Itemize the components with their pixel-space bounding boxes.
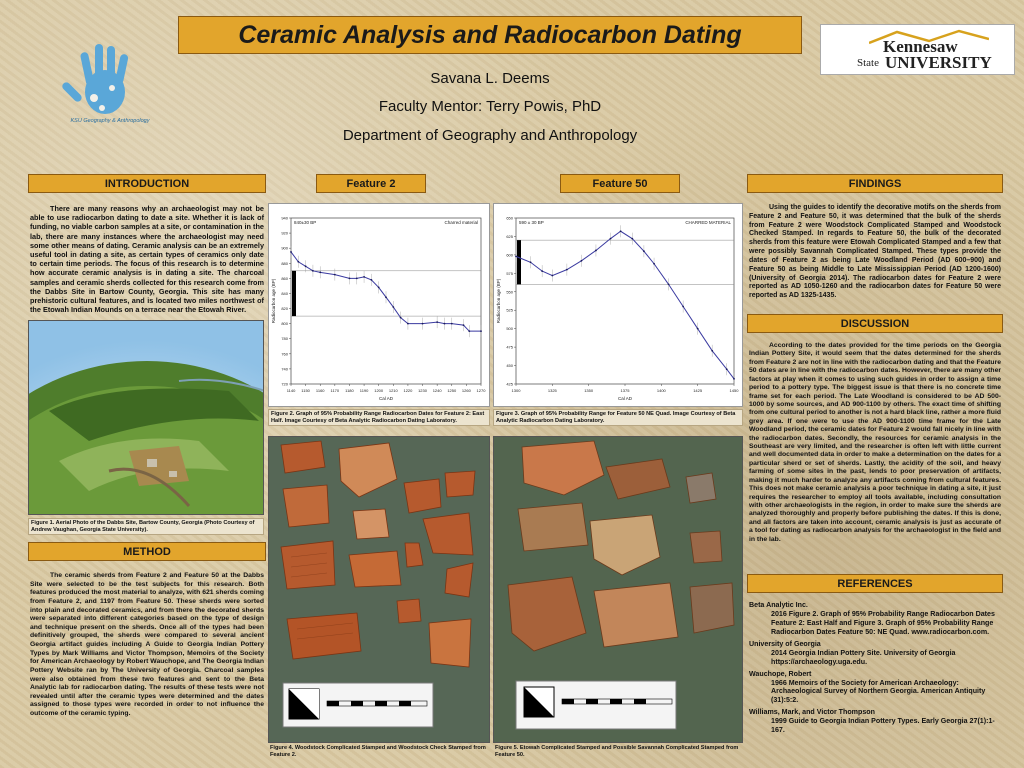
x-tick-label: 1180: [345, 388, 354, 393]
scale-bar-icon: [283, 683, 433, 727]
feature-50-heading: Feature 50: [560, 174, 680, 193]
introduction-paragraph: There are many reasons why an archaeologist may not be able to use radiocarbon dating to date a site. Whether it is lack of funding, no viable carbon samples at a site, or contamination in the lab, there are many instances where the archaeologist may need some other means of dating. Ceramic analysis can be an extremely useful tool in dating a site, as certain types of ceramics only date to certain time periods. The focus of this research is to determine how accurate ceramic analysis is in dating a site. The charcoal samples and ceramic sherds collected for this research come from the Dabbs Site in Bartow County, Georgia. This site has many prehistoric cultural features, and is located two miles northwest of the Etowah Indian Mounds on a terrace near the Etowah River.: [30, 204, 264, 315]
x-tick-label: 1325: [547, 388, 557, 393]
curve-point: [610, 238, 612, 240]
x-tick-label: 1250: [447, 388, 457, 393]
references-list: [749, 601, 1001, 738]
corner-label-left: 840±30 BP: [294, 220, 317, 225]
curve-point: [290, 251, 292, 253]
x-tick-label: 1140: [286, 388, 296, 393]
figure-2-caption: Figure 2. Graph of 95% Probability Range Radiocarbon Dates for Feature 2: East Half. Image Courtesy of Beta Analytic Radiocarbon Dating Laboratory.: [268, 409, 490, 426]
method-heading: METHOD: [28, 542, 266, 561]
curve-point: [392, 306, 394, 308]
curve-point: [451, 323, 453, 325]
y-tick-label: 820: [281, 306, 288, 312]
reference-entry: 1999 Guide to Georgia Indian Pottery Types. Early Georgia 27(1):1-167.: [771, 717, 995, 735]
corner-label-left: 590 ± 30 BP: [519, 220, 544, 225]
x-tick-label: 1450: [729, 388, 739, 393]
reference-author: Beta Analytic Inc.: [749, 601, 808, 609]
findings-heading: FINDINGS: [747, 174, 1003, 193]
curve-point: [480, 330, 482, 332]
y-tick-label: 650: [506, 215, 513, 221]
curve-point: [515, 255, 517, 257]
hand-icon: [50, 38, 160, 128]
y-tick-label: 780: [281, 336, 288, 342]
curve-point: [643, 250, 645, 252]
y-axis-label: Radiocarbon age (BP): [271, 278, 276, 324]
findings-paragraph: Using the guides to identify the decorative motifs on the sherds from Feature 2 and Feature 50, it was determined that the bulk of the sherds from Feature 2 were Woodstock Complicated Stamped and Woodstock Checked Stamped. In regards to Feature 50, the bulk of the decorated sherds from this feature were Etowah Complicated Stamped and a few that were possibly Savannah Complicated Stamped. These types provide the dates of Feature 2 as being Late Woodland Period (AD 600–900) and Feature 50 as being Middle to Late Mississippian Period (AD 1200-1600) (University of Georgia 2014). The radiocarbon dates for Feature 2 were reported as AD 1050-1260 and the radiocarbon dates for Feature 50 were reported as AD 1325-1435.: [749, 204, 1001, 300]
curve-point: [631, 238, 633, 240]
feature-2-heading: Feature 2: [316, 174, 426, 193]
y-tick-label: 740: [281, 366, 288, 372]
x-tick-label: 1240: [432, 388, 442, 393]
y-tick-label: 450: [506, 363, 513, 369]
discussion-heading: DISCUSSION: [747, 314, 1003, 333]
method-paragraph: The ceramic sherds from Feature 2 and Feature 50 at the Dabbs Site were selected to be the test subjects for this research. Both features produced the most material to analyze, with 621 sherds coming from Feature 2, and 1197 from Feature 50. These sherds were sorted into plain and decorated ceramics, and from there the decorated sherds were separated into different categories based on the type of design and technique present on the sherds. Once all of the types had been definitively grouped, the sherds were compared to several ancient Georgia artifact guides including A Guide to Georgia Indian Pottery Types by Mark Williams and Victor Thompson, Memoirs of the Society for American Archaeology by Robert Wauchope, and The Georgia Indian Pottery Website ran by The University of Georgia. Charcoal samples were also obtained from these two features and sent to the Beta Analytic lab for radiocarbon dating. The results of these tests were not revealed until after the ceramic types were determined and the dates assigned to those types were recorded in order to not influence the outcome of the ceramic typing.: [30, 572, 264, 717]
x-axis-label: Cal AD: [378, 396, 394, 401]
x-tick-label: 1270: [476, 388, 486, 393]
figure-5-caption: Figure 5. Etowah Complicated Stamped and Possible Savannah Complicated Stamped from Feature 50.: [495, 745, 739, 758]
y-tick-label: 575: [506, 270, 513, 276]
reference-author: Wauchope, Robert: [749, 669, 812, 678]
figure-1-caption: Figure 1. Aerial Photo of the Dabbs Site, Bartow County, Georgia (Photo Courtesy of Andrew Vaughan, Georgia State University).: [28, 518, 264, 535]
y-tick-label: 940: [281, 215, 288, 221]
reference-entry: 2014 Georgia Indian Pottery Site. University of Georgia https://archaeology.uga.edu.: [771, 648, 956, 666]
x-tick-label: 1300: [511, 388, 521, 393]
feature-50-chart-svg: [494, 204, 742, 406]
reference-entry: 1966 Memoirs of the Society for American Archaeology: Archaeological Survey of Northern Georgia. American Antiquity (31):5:2.: [771, 678, 986, 705]
y-tick-label: 550: [506, 289, 513, 295]
x-tick-label: 1190: [359, 388, 369, 393]
curve-point: [566, 269, 568, 271]
discussion-text: [749, 342, 1001, 544]
y-tick-label: 600: [506, 252, 513, 258]
curve-point: [356, 277, 358, 279]
y-tick-label: 860: [281, 275, 288, 281]
feature-50-chart: [493, 203, 743, 407]
x-tick-label: 1375: [620, 388, 630, 393]
x-tick-label: 1220: [403, 388, 413, 393]
department: Department of Geography and Anthropology: [342, 127, 638, 144]
y-tick-label: 920: [281, 230, 288, 236]
logo-kennesaw: Kennesaw: [883, 37, 958, 56]
x-tick-label: 1160: [315, 388, 325, 393]
reference-author: University of Georgia: [749, 639, 821, 648]
logo-university: UNIVERSITY: [885, 53, 992, 72]
curve-point: [305, 265, 307, 267]
introduction-heading: INTRODUCTION: [28, 174, 266, 193]
y-tick-label: 880: [281, 260, 288, 266]
curve-point: [682, 306, 684, 308]
y-tick-label: 425: [506, 381, 513, 387]
y-tick-label: 900: [281, 245, 288, 251]
kennesaw-state-logo: [820, 24, 1015, 75]
y-tick-label: 500: [506, 326, 513, 332]
findings-text: [749, 204, 1001, 301]
feature-2-sherds-photo: [268, 436, 490, 743]
poster-title-bar: [178, 16, 802, 54]
reference-entry: 2016 Figure 2. Graph of 95% Probability Range Radiocarbon Dates Feature 2: East Half and Figure 3. Graph of 95% Probability Range Radiocarbon Dates Feature 50: NE Quad. www.radiocarbon.com.: [771, 609, 995, 636]
logo-state: State: [857, 57, 879, 69]
curve-point: [595, 250, 597, 252]
curve-point: [422, 323, 424, 325]
aerial-photo: [28, 320, 264, 515]
x-tick-label: 1210: [388, 388, 398, 393]
sherds-photo-image-2: [494, 437, 743, 743]
curve-point: [530, 261, 532, 263]
x-tick-label: 1425: [693, 388, 703, 393]
y-axis-label: Radiocarbon age (BP): [496, 278, 501, 324]
y-tick-label: 525: [506, 307, 513, 313]
discussion-paragraph: According to the dates provided for the time periods on the Georgia Indian Pottery Site, it would seem that the dates determined for the sherds from Feature 2 are not in line with the radiocarbon dating and that the Feature 50 dates are in line with the radiocarbon dates. However, there are many other factors at play when it comes to using such guides in order to assign a time period to a pottery type. The biggest issue is that there is no concrete time frame set for each period. The Late Woodland is considered to be AD 500-1000 by some sources, and AD 900-1100 by others. The exact time of shifting from one cultural period to another is not a hard black line, rather a more fluid grey area. If one were to use the AD 900-1100 time frame for the Late Woodland period, the ceramic dates for Feature 2 would fall nicely in line with the radiocarbon dates. Secondly, the resources for ceramic analysis in the Southeast are very limited, and the researcher is often left with little current and well documented data in order to make a determination on the dates for a particular sherd or set of sherds. Lastly, the acidity of the soil, and heavy farming of some sites in the past, lends to poor preservation of artifacts, making it much harder to analyze any artifacts coming from cultural features. This does not make ceramic analysis a poor technique in dating a site, it just requires the researcher to employ all tools available, including consultation with other archaeologists in the region, in order to make sure the sherds are analyzed thoroughly and properly before publishing the dates. If this is done, and all factors are taken into account, ceramic analysis is just as accurate of a tool for dating as radiocarbon analysis for the archaeologist in the field and in the lab.: [749, 342, 1001, 543]
x-tick-label: 1400: [656, 388, 666, 393]
curve-point: [668, 284, 670, 286]
x-tick-label: 1200: [374, 388, 384, 393]
feature-2-chart-svg: [269, 204, 489, 406]
reference-author: Williams, Mark, and Victor Thompson: [749, 708, 875, 717]
feature-2-chart: [268, 203, 490, 407]
y-tick-label: 760: [281, 351, 288, 357]
x-axis-label: Cal AD: [617, 396, 633, 401]
probability-bar: [517, 240, 521, 284]
curve-point: [541, 270, 543, 272]
scale-bar-icon-2: [516, 681, 676, 729]
x-tick-label: 1150: [301, 388, 310, 393]
curve-point: [697, 328, 699, 330]
ksu-geography-logo: [50, 38, 160, 128]
curve-point: [400, 317, 402, 319]
x-tick-label: 1350: [584, 388, 594, 393]
probability-bar: [292, 271, 296, 316]
curve-point: [334, 274, 336, 276]
feature-50-sherds-photo: [493, 436, 743, 743]
corner-label-right: Charred material: [444, 220, 478, 225]
curve-point: [378, 287, 380, 289]
corner-label-right: CHARRED MATERIAL: [685, 220, 731, 225]
faculty-mentor: Faculty Mentor: Terry Powis, PhD: [378, 98, 602, 115]
curve-point: [436, 321, 438, 323]
plot-frame: [516, 218, 734, 384]
curve-point: [370, 279, 372, 281]
curve-point: [319, 271, 321, 273]
poster-title: Ceramic Analysis and Radiocarbon Dating: [238, 20, 742, 49]
author-name: Savana L. Deems: [430, 70, 550, 87]
curve-point: [653, 263, 655, 265]
curve-point: [444, 323, 446, 325]
x-tick-label: 1170: [330, 388, 340, 393]
curve-point: [711, 350, 713, 352]
references-heading: REFERENCES: [747, 574, 1003, 593]
curve-point: [297, 261, 299, 263]
curve-point: [463, 324, 465, 326]
curve-point: [349, 277, 351, 279]
curve-point: [581, 260, 583, 262]
sherds-photo-image: [269, 437, 490, 743]
figure-4-caption: Figure 4. Woodstock Complicated Stamped and Woodstock Check Stamped from Feature 2.: [270, 745, 486, 758]
x-tick-label: 1230: [418, 388, 427, 393]
introduction-text: [30, 204, 264, 314]
y-tick-label: 625: [506, 233, 513, 239]
ksu-logo-caption: KSU Geography & Anthropology: [70, 118, 150, 124]
curve-point: [363, 276, 365, 278]
curve-point: [726, 368, 728, 370]
x-tick-label: 1260: [461, 388, 471, 393]
y-tick-label: 840: [281, 290, 288, 296]
method-text: [30, 572, 264, 719]
aerial-landscape-image: [29, 321, 264, 515]
figure-3-caption: Figure 3. Graph of 95% Probability Range for Feature 50 NE Quad. Image Courtesy of Beta Analytic Radiocarbon Dating Laboratory.: [493, 409, 743, 426]
curve-point: [385, 296, 387, 298]
curve-point: [551, 275, 553, 277]
curve-point: [620, 230, 622, 232]
curve-point: [468, 330, 470, 332]
y-tick-label: 720: [281, 381, 288, 387]
curve-point: [733, 378, 735, 380]
curve-point: [407, 323, 409, 325]
y-tick-label: 475: [506, 344, 513, 350]
y-tick-label: 800: [281, 321, 288, 327]
curve-point: [312, 270, 314, 272]
